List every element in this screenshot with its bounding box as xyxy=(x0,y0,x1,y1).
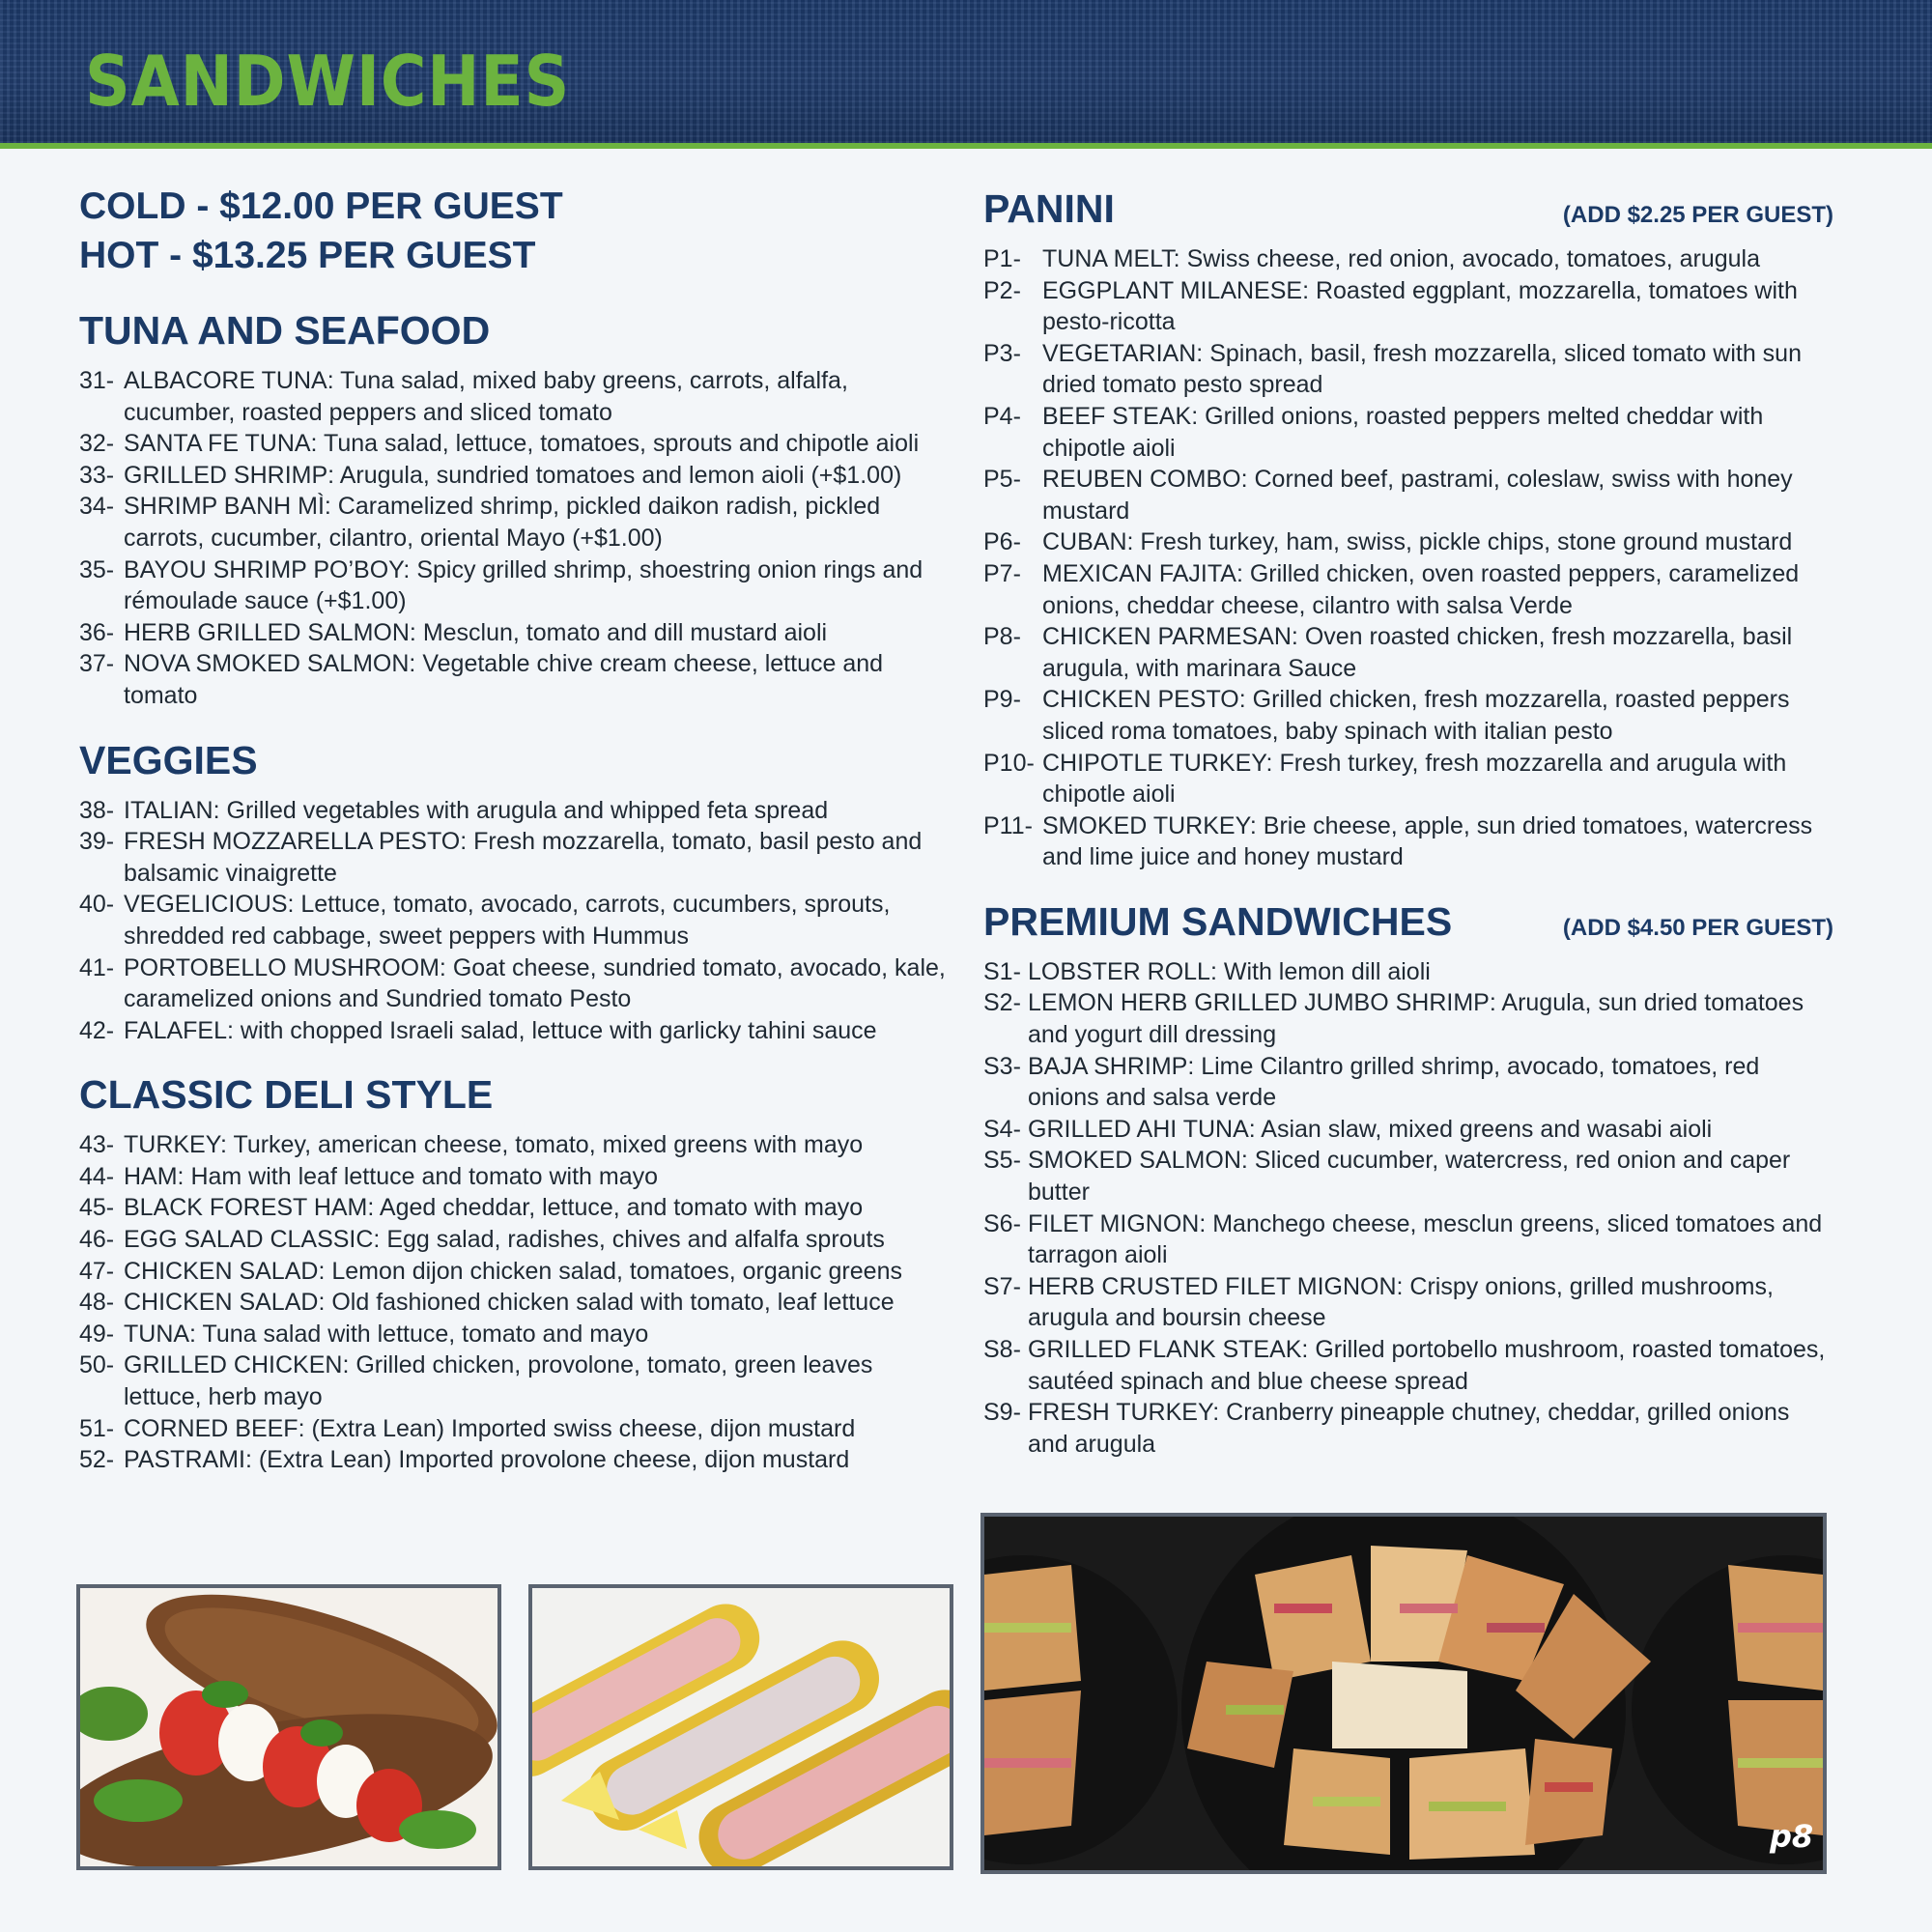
left-column xyxy=(79,182,949,1476)
menu-item-name: CHICKEN PARMESAN: xyxy=(1042,623,1298,651)
menu-item xyxy=(983,275,1833,338)
menu-item-description: Fresh mozzarella, tomato, basil pesto and balsamic vinaigrette xyxy=(124,828,923,887)
menu-item-name: MEXICAN FAJITA: xyxy=(1042,559,1243,587)
menu-item xyxy=(983,464,1833,526)
menu-item-number: 39- xyxy=(79,828,115,856)
menu-item-number: 38- xyxy=(79,796,115,824)
menu-item xyxy=(983,1114,1833,1146)
menu-item-description: Cranberry pineapple chutney, cheddar, grilled onions and arugula xyxy=(1028,1399,1790,1458)
menu-item-body xyxy=(124,460,949,492)
menu-item-number: P11- xyxy=(983,811,1033,839)
menu-item-description: Tuna salad, lettuce, tomatoes, sprouts and chipotle aioli xyxy=(324,430,920,458)
menu-item-name: SMOKED TURKEY: xyxy=(1042,811,1257,839)
menu-item xyxy=(983,684,1833,747)
menu-item-body xyxy=(1028,1334,1833,1397)
menu-item xyxy=(79,952,949,1015)
menu-item-name: LEMON HERB GRILLED JUMBO SHRIMP: xyxy=(1028,989,1496,1017)
menu-item-body xyxy=(124,1319,949,1350)
menu-item-number: S4- xyxy=(983,1115,1021,1143)
menu-item-name: CHIPOTLE TURKEY: xyxy=(1042,749,1273,777)
menu-item-name: PASTRAMI: xyxy=(124,1446,252,1474)
section-title-tuna: TUNA AND SEAFOOD xyxy=(79,308,491,353)
menu-item-name: LOBSTER ROLL: xyxy=(1028,957,1217,985)
menu-item-name: CHICKEN SALAD: xyxy=(124,1257,326,1285)
menu-item-number: 32- xyxy=(79,430,115,458)
menu-item xyxy=(79,1319,949,1350)
menu-item xyxy=(983,621,1833,684)
menu-item-name: SHRIMP BANH MÌ: xyxy=(124,493,331,521)
menu-item-name: FILET MIGNON: xyxy=(1028,1209,1207,1237)
menu-item-description: Swiss cheese, red onion, avocado, tomatoes, arugula xyxy=(1186,245,1760,272)
menu-item-body xyxy=(1042,401,1833,464)
list-deli xyxy=(79,1129,949,1476)
menu-item-description: Aged cheddar, lettuce, and tomato with mayo xyxy=(379,1194,864,1222)
menu-item-number: S9- xyxy=(983,1399,1021,1427)
menu-item-body xyxy=(1028,1208,1833,1271)
menu-item-body xyxy=(124,1224,949,1256)
menu-item-name: HERB GRILLED SALMON: xyxy=(124,618,416,646)
menu-item-body xyxy=(124,554,949,617)
menu-item xyxy=(79,1350,949,1412)
menu-item xyxy=(79,1129,949,1161)
menu-item-name: TUNA: xyxy=(124,1320,196,1348)
menu-item-description: Grilled vegetables with arugula and whipped feta spread xyxy=(226,796,829,824)
menu-item-description: Spinach, basil, fresh mozzarella, sliced tomato with sun dried tomato pesto spread xyxy=(1042,339,1802,399)
menu-item xyxy=(79,365,949,428)
menu-item xyxy=(79,648,949,711)
menu-item xyxy=(79,826,949,889)
menu-item-name: VEGELICIOUS: xyxy=(124,891,295,919)
menu-item xyxy=(983,1334,1833,1397)
premium-surcharge: (ADD $4.50 PER GUEST) xyxy=(1562,914,1833,941)
menu-item-body xyxy=(124,1161,949,1193)
menu-item xyxy=(983,1051,1833,1114)
section-title-panini: PANINI xyxy=(983,186,1115,231)
menu-item xyxy=(983,558,1833,621)
list-veggies xyxy=(79,795,949,1047)
menu-item-number: 45- xyxy=(79,1194,115,1222)
list-premium xyxy=(983,956,1833,1461)
menu-item-name: ITALIAN: xyxy=(124,796,220,824)
menu-item-number: S3- xyxy=(983,1052,1021,1080)
menu-item xyxy=(79,1413,949,1445)
menu-item-name: CORNED BEEF: xyxy=(124,1414,305,1442)
right-column xyxy=(983,184,1833,1460)
menu-item-description: Spicy grilled shrimp, shoestring onion rings and rémoulade sauce (+$1.00) xyxy=(124,555,923,615)
menu-item-number: P5- xyxy=(983,466,1021,494)
menu-item-description: with chopped Israeli salad, lettuce with garlicky tahini sauce xyxy=(240,1016,877,1044)
menu-item-body xyxy=(124,365,949,428)
menu-item-body xyxy=(124,952,949,1015)
menu-item-name: HAM: xyxy=(124,1162,185,1190)
menu-item-number: S7- xyxy=(983,1272,1021,1300)
menu-item-number: P6- xyxy=(983,528,1021,556)
menu-item-body xyxy=(124,795,949,827)
panini-heading-row xyxy=(983,184,1833,234)
menu-item-number: 47- xyxy=(79,1257,115,1285)
menu-item-number: P10- xyxy=(983,749,1035,777)
menu-item-body xyxy=(1042,275,1833,338)
menu-item-description: Lemon dijon chicken salad, tomatoes, organic greens xyxy=(331,1257,902,1285)
menu-item-number: 31- xyxy=(79,367,115,394)
lobster-rolls-image xyxy=(532,1588,950,1866)
menu-item-number: 33- xyxy=(79,461,115,489)
menu-item-number: 50- xyxy=(79,1351,115,1379)
menu-item-body xyxy=(1042,810,1833,873)
menu-item-body xyxy=(1042,558,1833,621)
menu-item-number: P7- xyxy=(983,559,1021,587)
menu-item-body xyxy=(124,1350,949,1412)
menu-item-number: 52- xyxy=(79,1446,115,1474)
menu-item-name: GRILLED FLANK STEAK: xyxy=(1028,1336,1309,1363)
menu-item-number: S1- xyxy=(983,957,1021,985)
menu-item-number: 42- xyxy=(79,1016,115,1044)
menu-item-description: Tuna salad with lettuce, tomato and mayo xyxy=(202,1320,649,1348)
menu-item-body xyxy=(124,491,949,554)
menu-item-body xyxy=(1028,1271,1833,1334)
menu-item xyxy=(983,401,1833,464)
menu-item xyxy=(79,1444,949,1476)
menu-item-number: 49- xyxy=(79,1320,115,1348)
menu-item-name: VEGETARIAN: xyxy=(1042,339,1204,367)
photo-lobster-rolls xyxy=(528,1584,953,1870)
menu-item-body xyxy=(124,889,949,952)
header-banner xyxy=(0,0,1932,149)
menu-item xyxy=(983,1271,1833,1334)
menu-item-description: Lime Cilantro grilled shrimp, avocado, tomatoes, red onions and salsa verde xyxy=(1028,1052,1760,1112)
menu-item-description: Oven roasted chicken, fresh mozzarella, basil arugula, with marinara Sauce xyxy=(1042,623,1793,682)
list-panini xyxy=(983,243,1833,873)
menu-item-body xyxy=(1042,748,1833,810)
menu-item-body xyxy=(1028,1051,1833,1114)
menu-item-body xyxy=(124,1129,949,1161)
menu-item-description: Manchego cheese, mesclun greens, sliced tomatoes and tarragon aioli xyxy=(1028,1209,1823,1269)
menu-item xyxy=(79,1161,949,1193)
menu-item xyxy=(79,795,949,827)
page-title: SANDWICHES xyxy=(85,41,571,122)
menu-item-description: Ham with leaf lettuce and tomato with mayo xyxy=(190,1162,659,1190)
menu-item-body xyxy=(124,1444,949,1476)
menu-item-description: Grilled chicken, provolone, tomato, green leaves lettuce, herb mayo xyxy=(124,1351,873,1411)
menu-item-name: TURKEY: xyxy=(124,1131,227,1159)
menu-item-description: Turkey, american cheese, tomato, mixed greens with mayo xyxy=(233,1131,864,1159)
menu-item-body xyxy=(1028,956,1833,988)
menu-item-number: 43- xyxy=(79,1131,115,1159)
menu-item-name: CHICKEN PESTO: xyxy=(1042,686,1246,714)
photo-caprese-sandwich xyxy=(76,1584,501,1870)
menu-item-description: (Extra Lean) Imported swiss cheese, dijon mustard xyxy=(311,1414,856,1442)
menu-item-name: HERB CRUSTED FILET MIGNON: xyxy=(1028,1272,1404,1300)
menu-item-body xyxy=(124,1287,949,1319)
section-title-premium: PREMIUM SANDWICHES xyxy=(983,898,1453,944)
menu-item xyxy=(983,243,1833,275)
menu-item xyxy=(79,1192,949,1224)
menu-item xyxy=(983,526,1833,558)
menu-item-name: EGG SALAD CLASSIC: xyxy=(124,1226,381,1254)
menu-item-description: Asian slaw, mixed greens and wasabi aioli xyxy=(1261,1115,1713,1143)
menu-item-description: Grilled portobello mushroom, roasted tomatoes, sautéed spinach and blue cheese spread xyxy=(1028,1336,1826,1395)
cold-price: COLD - $12.00 PER GUEST xyxy=(79,185,563,227)
menu-item-number: P8- xyxy=(983,623,1021,651)
menu-item-body xyxy=(124,1256,949,1288)
menu-item-name: CUBAN: xyxy=(1042,528,1134,556)
menu-item xyxy=(79,617,949,649)
photo-sandwich-platter xyxy=(980,1513,1827,1874)
hot-price: HOT - $13.25 PER GUEST xyxy=(79,235,536,276)
menu-item-body xyxy=(124,648,949,711)
menu-item xyxy=(79,491,949,554)
menu-item-body xyxy=(1028,1397,1833,1460)
menu-item xyxy=(983,956,1833,988)
menu-item-number: 41- xyxy=(79,953,115,981)
menu-item-number: S8- xyxy=(983,1336,1021,1363)
menu-item-number: 46- xyxy=(79,1226,115,1254)
menu-item-description: Lettuce, tomato, avocado, carrots, cucumbers, sprouts, shredded red cabbage, sweet peppers with Hummus xyxy=(124,891,891,950)
menu-item-body xyxy=(1042,338,1833,401)
menu-item-description: Brie cheese, apple, sun dried tomatoes, watercress and lime juice and honey mustard xyxy=(1042,811,1813,871)
menu-item-number: 40- xyxy=(79,891,115,919)
premium-heading-row xyxy=(983,896,1833,947)
menu-item-name: NOVA SMOKED SALMON: xyxy=(124,650,416,678)
menu-item-number: P4- xyxy=(983,402,1021,430)
menu-item-name: REUBEN COMBO: xyxy=(1042,466,1248,494)
menu-item-description: Crispy onions, grilled mushrooms, arugula and boursin cheese xyxy=(1028,1272,1774,1332)
menu-item-name: FRESH MOZZARELLA PESTO: xyxy=(124,828,468,856)
menu-item-description: Fresh turkey, fresh mozzarella and arugula with chipotle aioli xyxy=(1042,749,1787,809)
section-title-veggies: VEGGIES xyxy=(79,737,258,782)
menu-item-description: Fresh turkey, ham, swiss, pickle chips, stone ground mustard xyxy=(1140,528,1793,556)
menu-item xyxy=(79,1224,949,1256)
menu-item-number: P9- xyxy=(983,686,1021,714)
menu-item-description: Sliced cucumber, watercress, red onion and caper butter xyxy=(1028,1147,1791,1207)
menu-item-name: PORTOBELLO MUSHROOM: xyxy=(124,953,446,981)
menu-item-number: P1- xyxy=(983,245,1021,272)
menu-item-description: Grilled chicken, oven roasted peppers, caramelized onions, cheddar cheese, cilantro with salsa Verde xyxy=(1042,559,1800,619)
menu-item-body xyxy=(1042,464,1833,526)
panini-surcharge: (ADD $2.25 PER GUEST) xyxy=(1562,202,1833,228)
menu-item xyxy=(79,460,949,492)
menu-item-name: BEEF STEAK: xyxy=(1042,402,1199,430)
menu-item-number: 35- xyxy=(79,555,115,583)
menu-item-body xyxy=(1042,621,1833,684)
sandwich-platter-image xyxy=(984,1517,1823,1870)
menu-item-body xyxy=(124,617,949,649)
menu-item-name: SANTA FE TUNA: xyxy=(124,430,318,458)
menu-item xyxy=(983,1208,1833,1271)
menu-item-body xyxy=(1028,1145,1833,1208)
menu-item-body xyxy=(1028,987,1833,1050)
menu-item-body xyxy=(1042,243,1833,275)
menu-item-name: ALBACORE TUNA: xyxy=(124,367,334,394)
menu-item-name: GRILLED CHICKEN: xyxy=(124,1351,350,1379)
menu-item-description: Roasted eggplant, mozzarella, tomatoes with pesto-ricotta xyxy=(1042,276,1798,336)
menu-item-body xyxy=(124,1413,949,1445)
menu-item xyxy=(79,428,949,460)
menu-item-description: With lemon dill aioli xyxy=(1223,957,1431,985)
menu-item-name: CHICKEN SALAD: xyxy=(124,1289,326,1317)
menu-item-description: Grilled chicken, fresh mozzarella, roasted peppers sliced roma tomatoes, baby spinach with italian pesto xyxy=(1042,686,1790,745)
caprese-sandwich-image xyxy=(80,1588,497,1866)
menu-item-description: Caramelized shrimp, pickled daikon radish, pickled carrots, cucumber, cilantro, oriental Mayo (+$1.00) xyxy=(124,493,881,552)
menu-item xyxy=(983,748,1833,810)
menu-item-body xyxy=(124,826,949,889)
menu-item xyxy=(983,1397,1833,1460)
menu-item-description: Egg salad, radishes, chives and alfalfa sprouts xyxy=(386,1226,885,1254)
menu-item-description: Arugula, sun dried tomatoes and yogurt dill dressing xyxy=(1028,989,1804,1049)
menu-item-number: 37- xyxy=(79,650,115,678)
menu-item-description: Mesclun, tomato and dill mustard aioli xyxy=(422,618,828,646)
menu-item xyxy=(983,987,1833,1050)
menu-item xyxy=(79,889,949,952)
menu-item xyxy=(79,554,949,617)
menu-item-name: BAJA SHRIMP: xyxy=(1028,1052,1195,1080)
menu-item-number: P2- xyxy=(983,276,1021,304)
menu-item xyxy=(79,1287,949,1319)
menu-item-description: Corned beef, pastrami, coleslaw, swiss with honey mustard xyxy=(1042,466,1793,525)
menu-item-name: GRILLED SHRIMP: xyxy=(124,461,335,489)
menu-item-number: 36- xyxy=(79,618,115,646)
menu-item-name: FALAFEL: xyxy=(124,1016,234,1044)
menu-item-body xyxy=(1042,684,1833,747)
menu-item-number: S5- xyxy=(983,1147,1021,1175)
menu-item-number: 44- xyxy=(79,1162,115,1190)
section-title-deli: CLASSIC DELI STYLE xyxy=(79,1072,494,1118)
list-tuna xyxy=(79,365,949,712)
menu-item-name: BLACK FOREST HAM: xyxy=(124,1194,375,1222)
menu-item xyxy=(79,1015,949,1047)
menu-item-body xyxy=(124,428,949,460)
menu-item-name: SMOKED SALMON: xyxy=(1028,1147,1248,1175)
menu-item-number: 34- xyxy=(79,493,115,521)
menu-item-description: Vegetable chive cream cheese, lettuce and tomato xyxy=(124,650,884,709)
menu-item-name: FRESH TURKEY: xyxy=(1028,1399,1220,1427)
menu-item-name: EGGPLANT MILANESE: xyxy=(1042,276,1310,304)
menu-item xyxy=(983,338,1833,401)
menu-item xyxy=(79,1256,949,1288)
menu-item-description: Grilled onions, roasted peppers melted cheddar with chipotle aioli xyxy=(1042,402,1764,462)
menu-item-description: Goat cheese, sundried tomato, avocado, kale, caramelized onions and Sundried tomato Pesto xyxy=(124,953,946,1013)
menu-item-description: (Extra Lean) Imported provolone cheese, dijon mustard xyxy=(258,1446,850,1474)
menu-item xyxy=(983,1145,1833,1208)
menu-item-number: S6- xyxy=(983,1209,1021,1237)
menu-item-description: Arugula, sundried tomatoes and lemon aioli (+$1.00) xyxy=(339,461,902,489)
menu-item xyxy=(983,810,1833,873)
menu-item-name: GRILLED AHI TUNA: xyxy=(1028,1115,1256,1143)
menu-item-body xyxy=(1042,526,1833,558)
menu-item-body xyxy=(124,1015,949,1047)
menu-item-name: TUNA MELT: xyxy=(1042,245,1180,272)
menu-item-body xyxy=(1028,1114,1833,1146)
menu-item-body xyxy=(124,1192,949,1224)
menu-item-number: 48- xyxy=(79,1289,115,1317)
page-number: p8 xyxy=(1770,1818,1814,1855)
menu-item-description: Old fashioned chicken salad with tomato, leaf lettuce xyxy=(331,1289,895,1317)
menu-item-description: Tuna salad, mixed baby greens, carrots, alfalfa, cucumber, roasted peppers and sliced tomato xyxy=(124,367,848,426)
menu-item-name: BAYOU SHRIMP PO’BOY: xyxy=(124,555,411,583)
menu-item-number: 51- xyxy=(79,1414,115,1442)
menu-item-number: P3- xyxy=(983,339,1021,367)
menu-item-number: S2- xyxy=(983,989,1021,1017)
